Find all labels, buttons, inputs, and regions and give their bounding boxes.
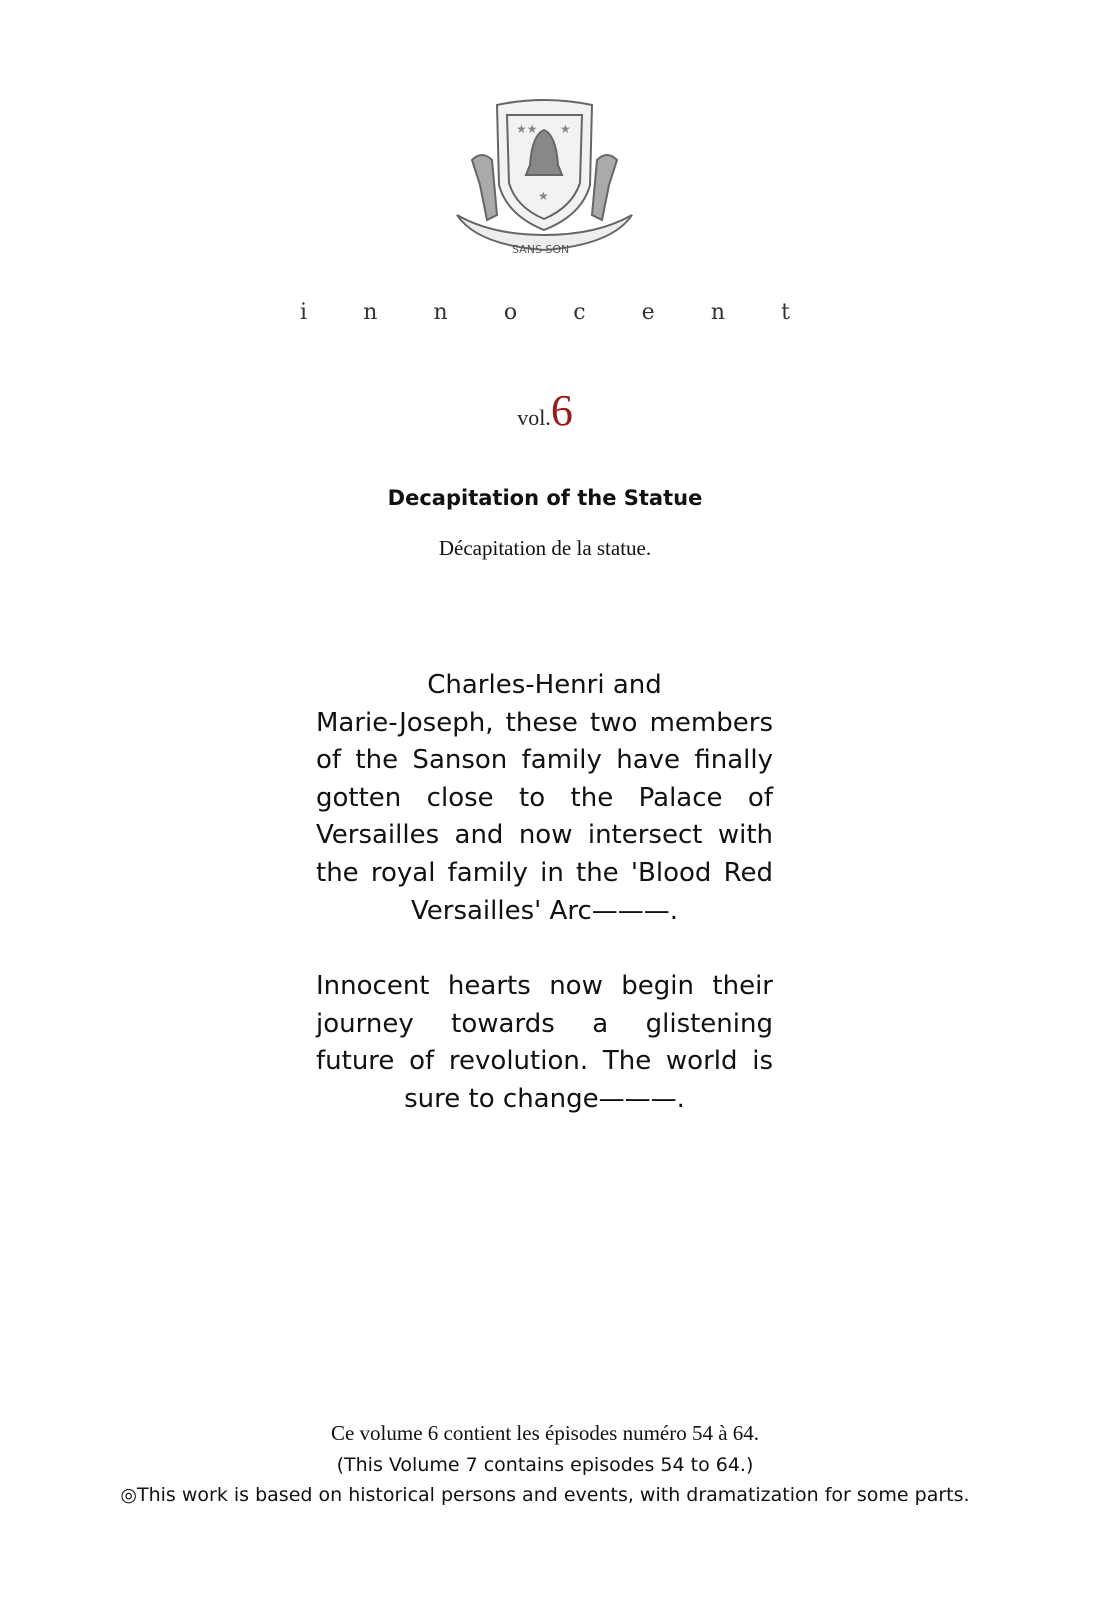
text-line: Versailles and now intersect with [316,820,773,851]
series-letter: i [300,300,308,325]
text-line: Marie-Joseph, these two members [316,707,773,738]
volume-label [0,385,1090,436]
chapter-title-french: Décapitation de la statue. [438,536,652,560]
text-line: journey towards a glistening [316,1008,773,1039]
text-line: of the Sanson family have finally [316,745,773,776]
sanson-crest-logo [452,95,637,265]
series-letter: n [710,300,726,325]
series-title [300,300,790,325]
svg-text:★: ★ [538,189,549,203]
text-line: Versailles' Arc———. [410,895,679,926]
svg-text:SANS SON: SANS SON [512,243,570,256]
text-line: sure to change———. [404,1083,685,1114]
series-letter: n [363,300,378,325]
series-letter: o [503,300,518,325]
chapter-title-english: Decapitation of the Statue [387,486,703,510]
volume-number: 6 [550,386,573,435]
svg-text:★: ★ [560,122,571,136]
footer-disclaimer: ◎This work is based on historical persons and events, with dramatization for some parts. [120,1484,970,1506]
series-letter: t [781,300,790,325]
volume-prefix: vol. [517,405,551,430]
text-line: Innocent hearts now begin their [316,971,773,1001]
series-letter: e [641,300,655,325]
text-line: gotten close to the Palace of [316,782,773,813]
coat-of-arms-icon [452,95,637,265]
series-letter: n [433,300,448,325]
text-line: future of revolution. The world is [316,1046,773,1077]
series-letter: c [573,300,586,325]
footer-english-note: (This Volume 7 contains episodes 54 to 64.) [336,1454,754,1476]
footer-french-note: Ce volume 6 contient les épisodes numéro 54 à 64. [330,1421,760,1445]
svg-text:★★: ★★ [516,122,538,136]
text-line: Charles-Henri and [427,670,662,700]
synopsis-paragraph-2 [316,968,773,1118]
synopsis-paragraph-1 [316,667,773,930]
text-line: the royal family in the 'Blood Red [316,857,773,888]
